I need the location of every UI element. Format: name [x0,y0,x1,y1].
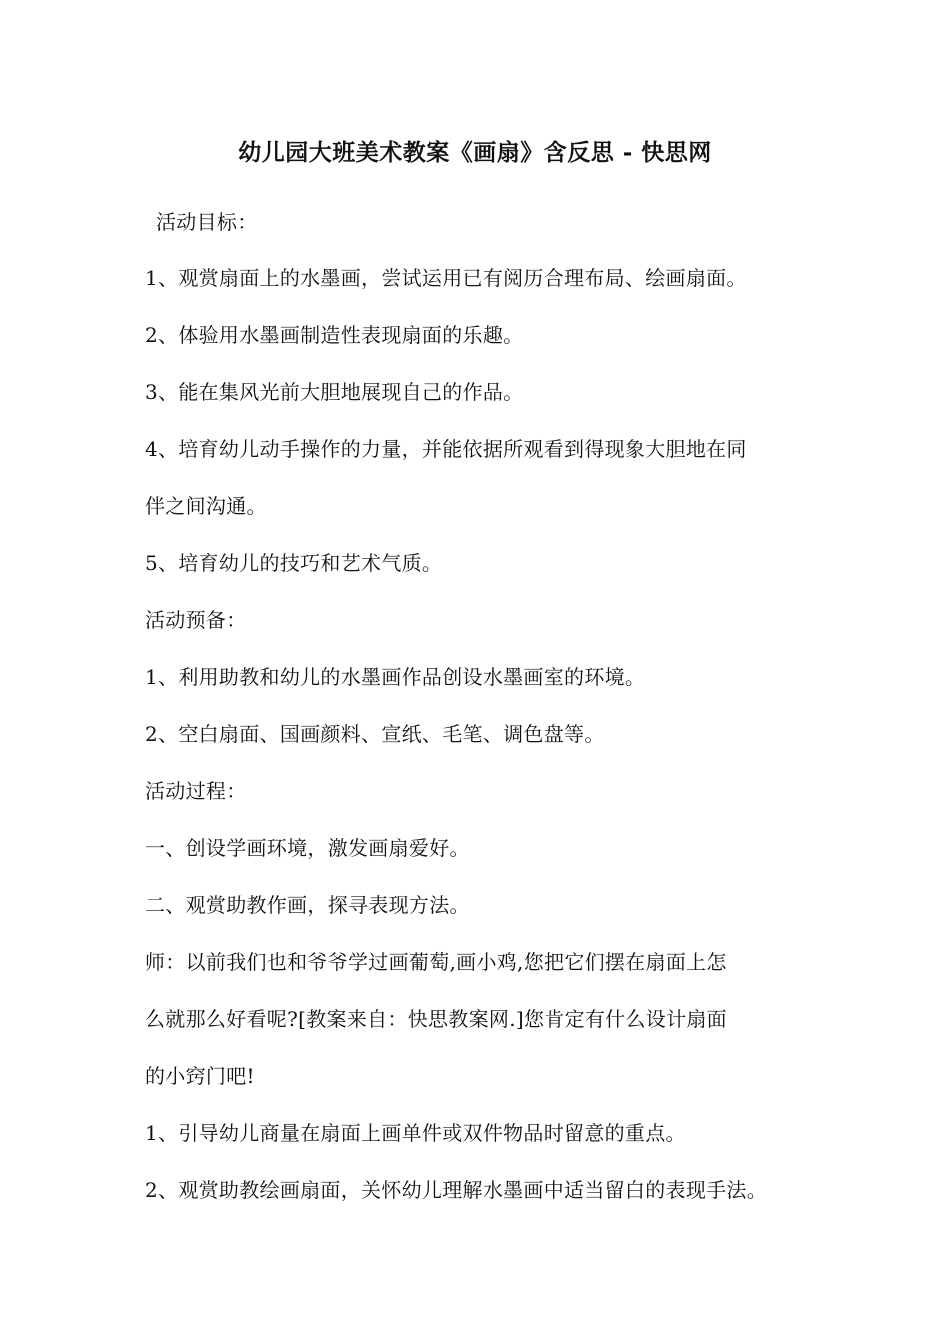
paragraph-line: 1、利用助教和幼儿的水墨画作品创设水墨画室的环境。 [145,665,646,689]
section-heading-preparation: 活动预备： [145,608,247,632]
paragraph-line: 伴之间沟通。 [145,494,267,518]
paragraph-line: 1、引导幼儿商量在扇面上画单件或双件物品时留意的重点。 [145,1121,686,1145]
paragraph-line: 3、能在集风光前大胆地展现自己的作品。 [145,380,524,404]
paragraph-line: 师：以前我们也和爷爷学过画葡萄,画小鸡,您把它们摆在扇面上怎 [145,950,727,974]
paragraph-line: 二、观赏助教作画，探寻表现方法。 [145,893,470,917]
paragraph-line: 4、培育幼儿动手操作的力量，并能依据所观看到得现象大胆地在同 [145,437,747,461]
paragraph-line: 一、创设学画环境，激发画扇爱好。 [145,836,470,860]
paragraph-line: 1、观赏扇面上的水墨画，尝试运用已有阅历合理布局、绘画扇面。 [145,266,747,290]
paragraph-line: 2、观赏助教绘画扇面，关怀幼儿理解水墨画中适当留白的表现手法。 [145,1178,768,1202]
paragraph-line: 5、培育幼儿的技巧和艺术气质。 [145,551,443,575]
paragraph-line: 2、体验用水墨画制造性表现扇面的乐趣。 [145,323,524,347]
paragraph-line: 2、空白扇面、国画颜料、宣纸、毛笔、调色盘等。 [145,722,605,746]
section-heading-goals: 活动目标： [156,210,258,234]
section-heading-process: 活动过程： [145,779,247,803]
paragraph-line: 么就那么好看呢?[教案来自：快思教案网.]您肯定有什么设计扇面 [145,1007,727,1031]
document-title: 幼儿园大班美术教案《画扇》含反思 - 快思网 [238,139,712,166]
paragraph-line: 的小窍门吧! [145,1064,255,1088]
